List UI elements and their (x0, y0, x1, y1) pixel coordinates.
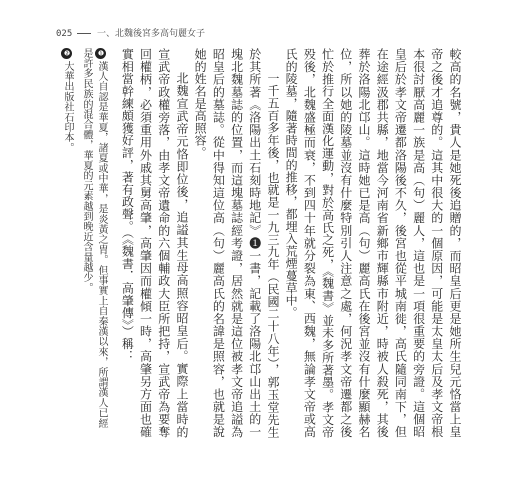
footnote-text: 漢人自認是華夏，諸夏或中華，是炎黃之胄。但事實上自秦漢以來，所謂漢人已經是許多民族的混合體，華夏的元素越到晚近含量越少。 (81, 48, 107, 429)
section-title: 一、北魏後宮多高句麗女子 (97, 29, 206, 39)
main-text (118, 48, 464, 438)
footnotes (56, 48, 109, 438)
header-rule (77, 33, 91, 34)
footnote-text: 大華出版社石印本。 (62, 61, 73, 153)
paragraph-3: 北魏宣武帝元恪即位後，追謚其生母高照容昭皇后。實際上當時的宣武帝政權旁落，由孝文帝遺命的六個輔政大臣所把持，宣武帝為要奪回權柄，必須重用外戚其舅高肇，高肇因而權傾一時，高肇另方面也確實相當幹練頗獲好評，著有政聲。（《魏書．高肇傳》）稱： (120, 48, 189, 438)
footnote-1 (79, 48, 109, 438)
paragraph-2: 一千五百多年後，也就是一九三九年（民國二十八年），郭玉堂先生於其所著《洛陽出土石刻時地記》❶一書，記載了洛陽北邙山出土的一塊北魏墓誌的位置，而這塊墓誌經考證，居然就是這位被孝文帝追謚為昭皇后的墓誌。從中得知這位高（句）麗高氏的名諱是照容，也就是說她的姓名是高照容。 (193, 48, 280, 438)
footnote-marker: ❶ (95, 48, 106, 59)
running-head (56, 26, 205, 39)
footnote-marker: ❷ (61, 48, 72, 59)
paragraph-1: 較高的名號，貴人是她死後追贈的，而昭皇后更是她所生兒元恪當上皇帝之後才追尊的。這其中很大的一個原因，可能是太皇太后及孝文帝根本很討厭高麗一族是高（句）麗人，這也是一項很重要的旁證。這個昭皇后於孝文帝遷都洛陽後不久，後宮也從平城南徙，高氏隨同南下，但在途經汲郡共縣，地當今河南省新鄉市輝縣市附近，時被人殺死，其後葬於洛陽北邙山。這時她已是高（句）麗高氏在後宮並沒有什麼顯赫名位，所以她的陵墓並沒有什麼特別引人注意之處，何況孝文帝遷都之後忙於推行全面漢化運動，對於高氏之死，《魏書》並未多所著墨。孝文帝殁後，北魏盛極而衰，不到四十年就分裂為東、西魏，無論孝文帝或高氏的陵墓，隨著時間的推移，都埋入荒煙蔓草中。 (284, 48, 462, 438)
footnote-2 (60, 48, 75, 438)
page-number: 025 (56, 29, 73, 39)
